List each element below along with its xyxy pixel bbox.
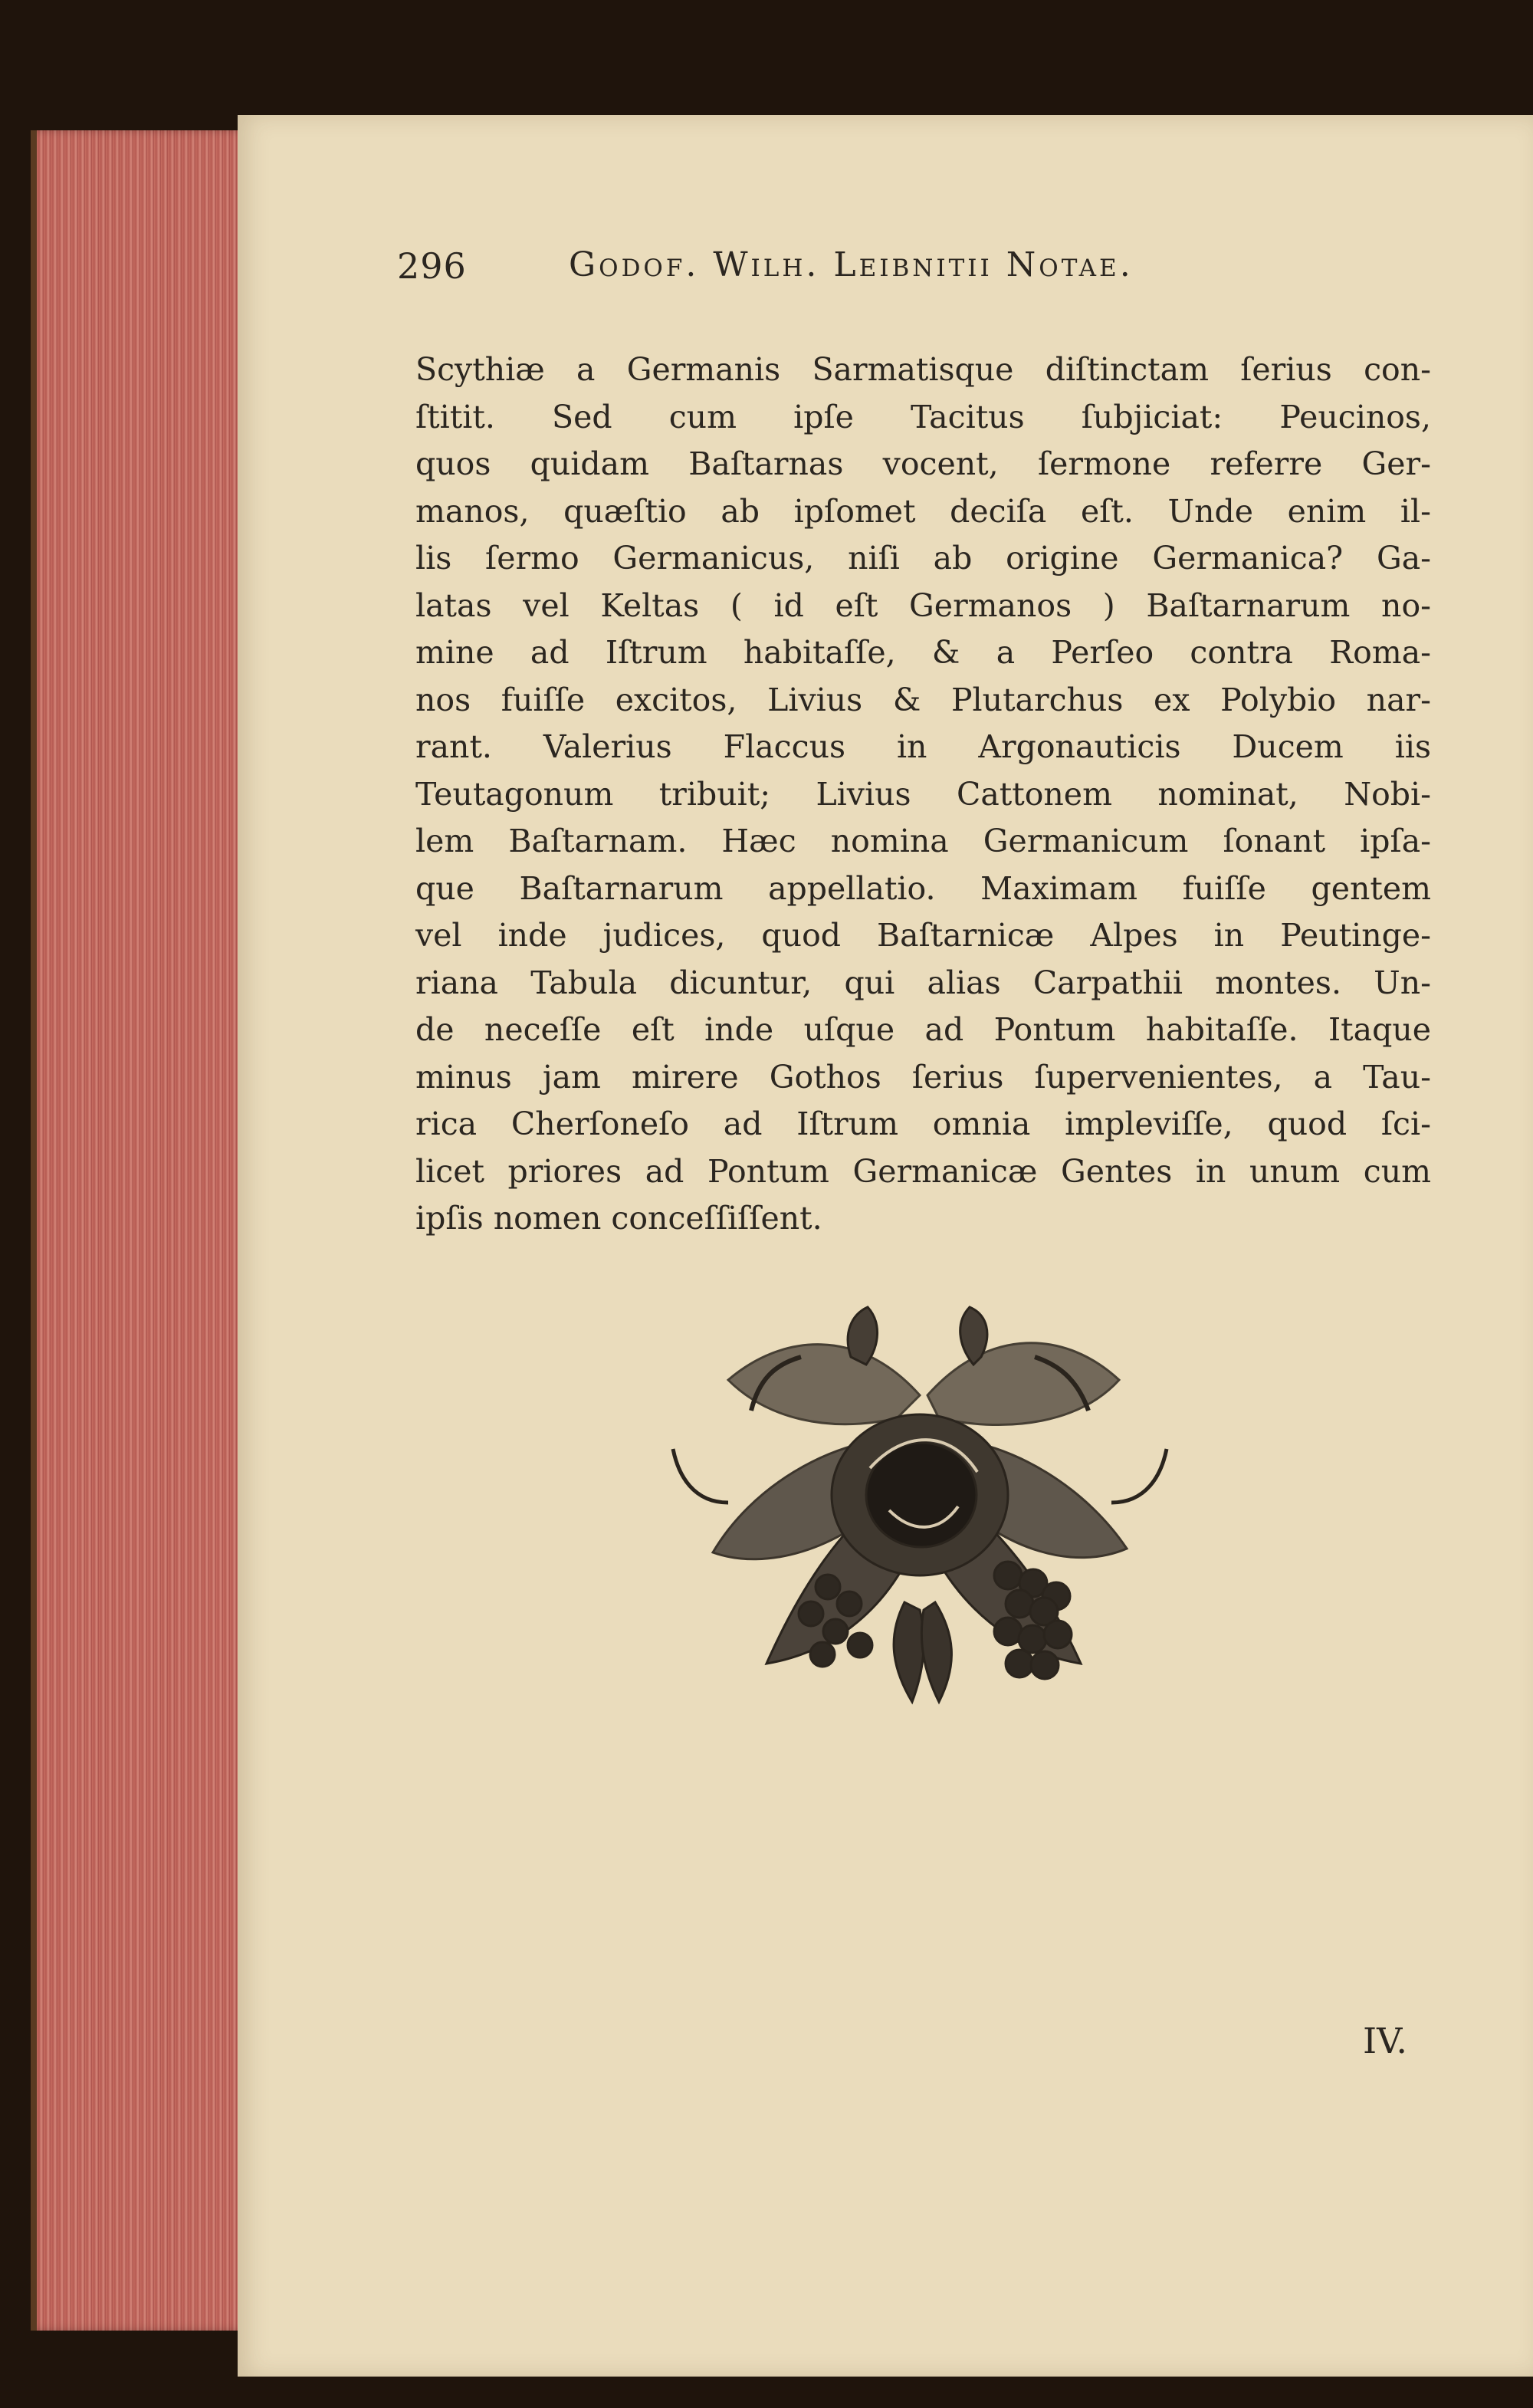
body-line: de neceſſe eſt inde uſque ad Pontum habitaſſe. Itaque <box>415 1011 1431 1048</box>
body-line: mine ad Iſtrum habitaſſe, & a Perſeo contra Roma- <box>415 634 1431 671</box>
body-line: rica Cherſoneſo ad Iſtrum omnia impleviſſe, quod ſci- <box>415 1105 1431 1142</box>
body-line: vel inde judices, quod Baſtarnicæ Alpes in Peutinge- <box>415 917 1431 954</box>
body-line: lem Baſtarnam. Hæc nomina Germanicum ſonant ipſa- <box>415 823 1431 859</box>
body-line: rant. Valerius Flaccus in Argonauticis Ducem iis <box>415 728 1431 765</box>
floral-ornament <box>659 1303 1180 1733</box>
body-line: quos quidam Baſtarnas vocent, ſermone referre Ger- <box>415 445 1431 482</box>
body-line: licet priores ad Pontum Germanicæ Gentes in unum cum <box>415 1152 1431 1190</box>
body-line: Scythiæ a Germanis Sarmatisque diſtinctam ſerius con- <box>415 351 1431 388</box>
body-text <box>415 347 1431 1237</box>
page-header <box>397 245 1432 307</box>
body-line: manos, quæſtio ab ipſomet deciſa eſt. Unde enim il- <box>415 492 1431 530</box>
book-edge <box>31 130 251 2331</box>
body-line: nos fuiſſe excitos, Livius & Plutarchus ex Polybio nar- <box>415 681 1431 718</box>
page-number: 296 <box>397 245 467 287</box>
body-line: Teutagonum tribuit; Livius Cattonem nominat, Nobi- <box>415 775 1431 813</box>
body-line: ſtitit. Sed cum ipſe Tacitus ſubjiciat: Peucinos, <box>415 398 1431 435</box>
body-line: latas vel Keltas ( id eſt Germanos ) Baſtarnarum no- <box>415 586 1431 624</box>
body-line: que Baſtarnarum appellatio. Maximam fuiſſe gentem <box>415 869 1431 907</box>
body-line: lis ſermo Germanicus, niſi ab origine Germanica? Ga- <box>415 540 1431 577</box>
body-line: minus jam mirere Gothos ſerius ſupervenientes, a Tau- <box>415 1058 1431 1096</box>
body-line: ipſis nomen conceſſiſſent. <box>415 1200 822 1237</box>
body-line: riana Tabula dicuntur, qui alias Carpathii montes. Un- <box>415 964 1431 1001</box>
catchword: IV. <box>1363 2020 1407 2061</box>
running-head: Godof. Wilh. Leibnitii Notae. <box>569 245 1134 284</box>
